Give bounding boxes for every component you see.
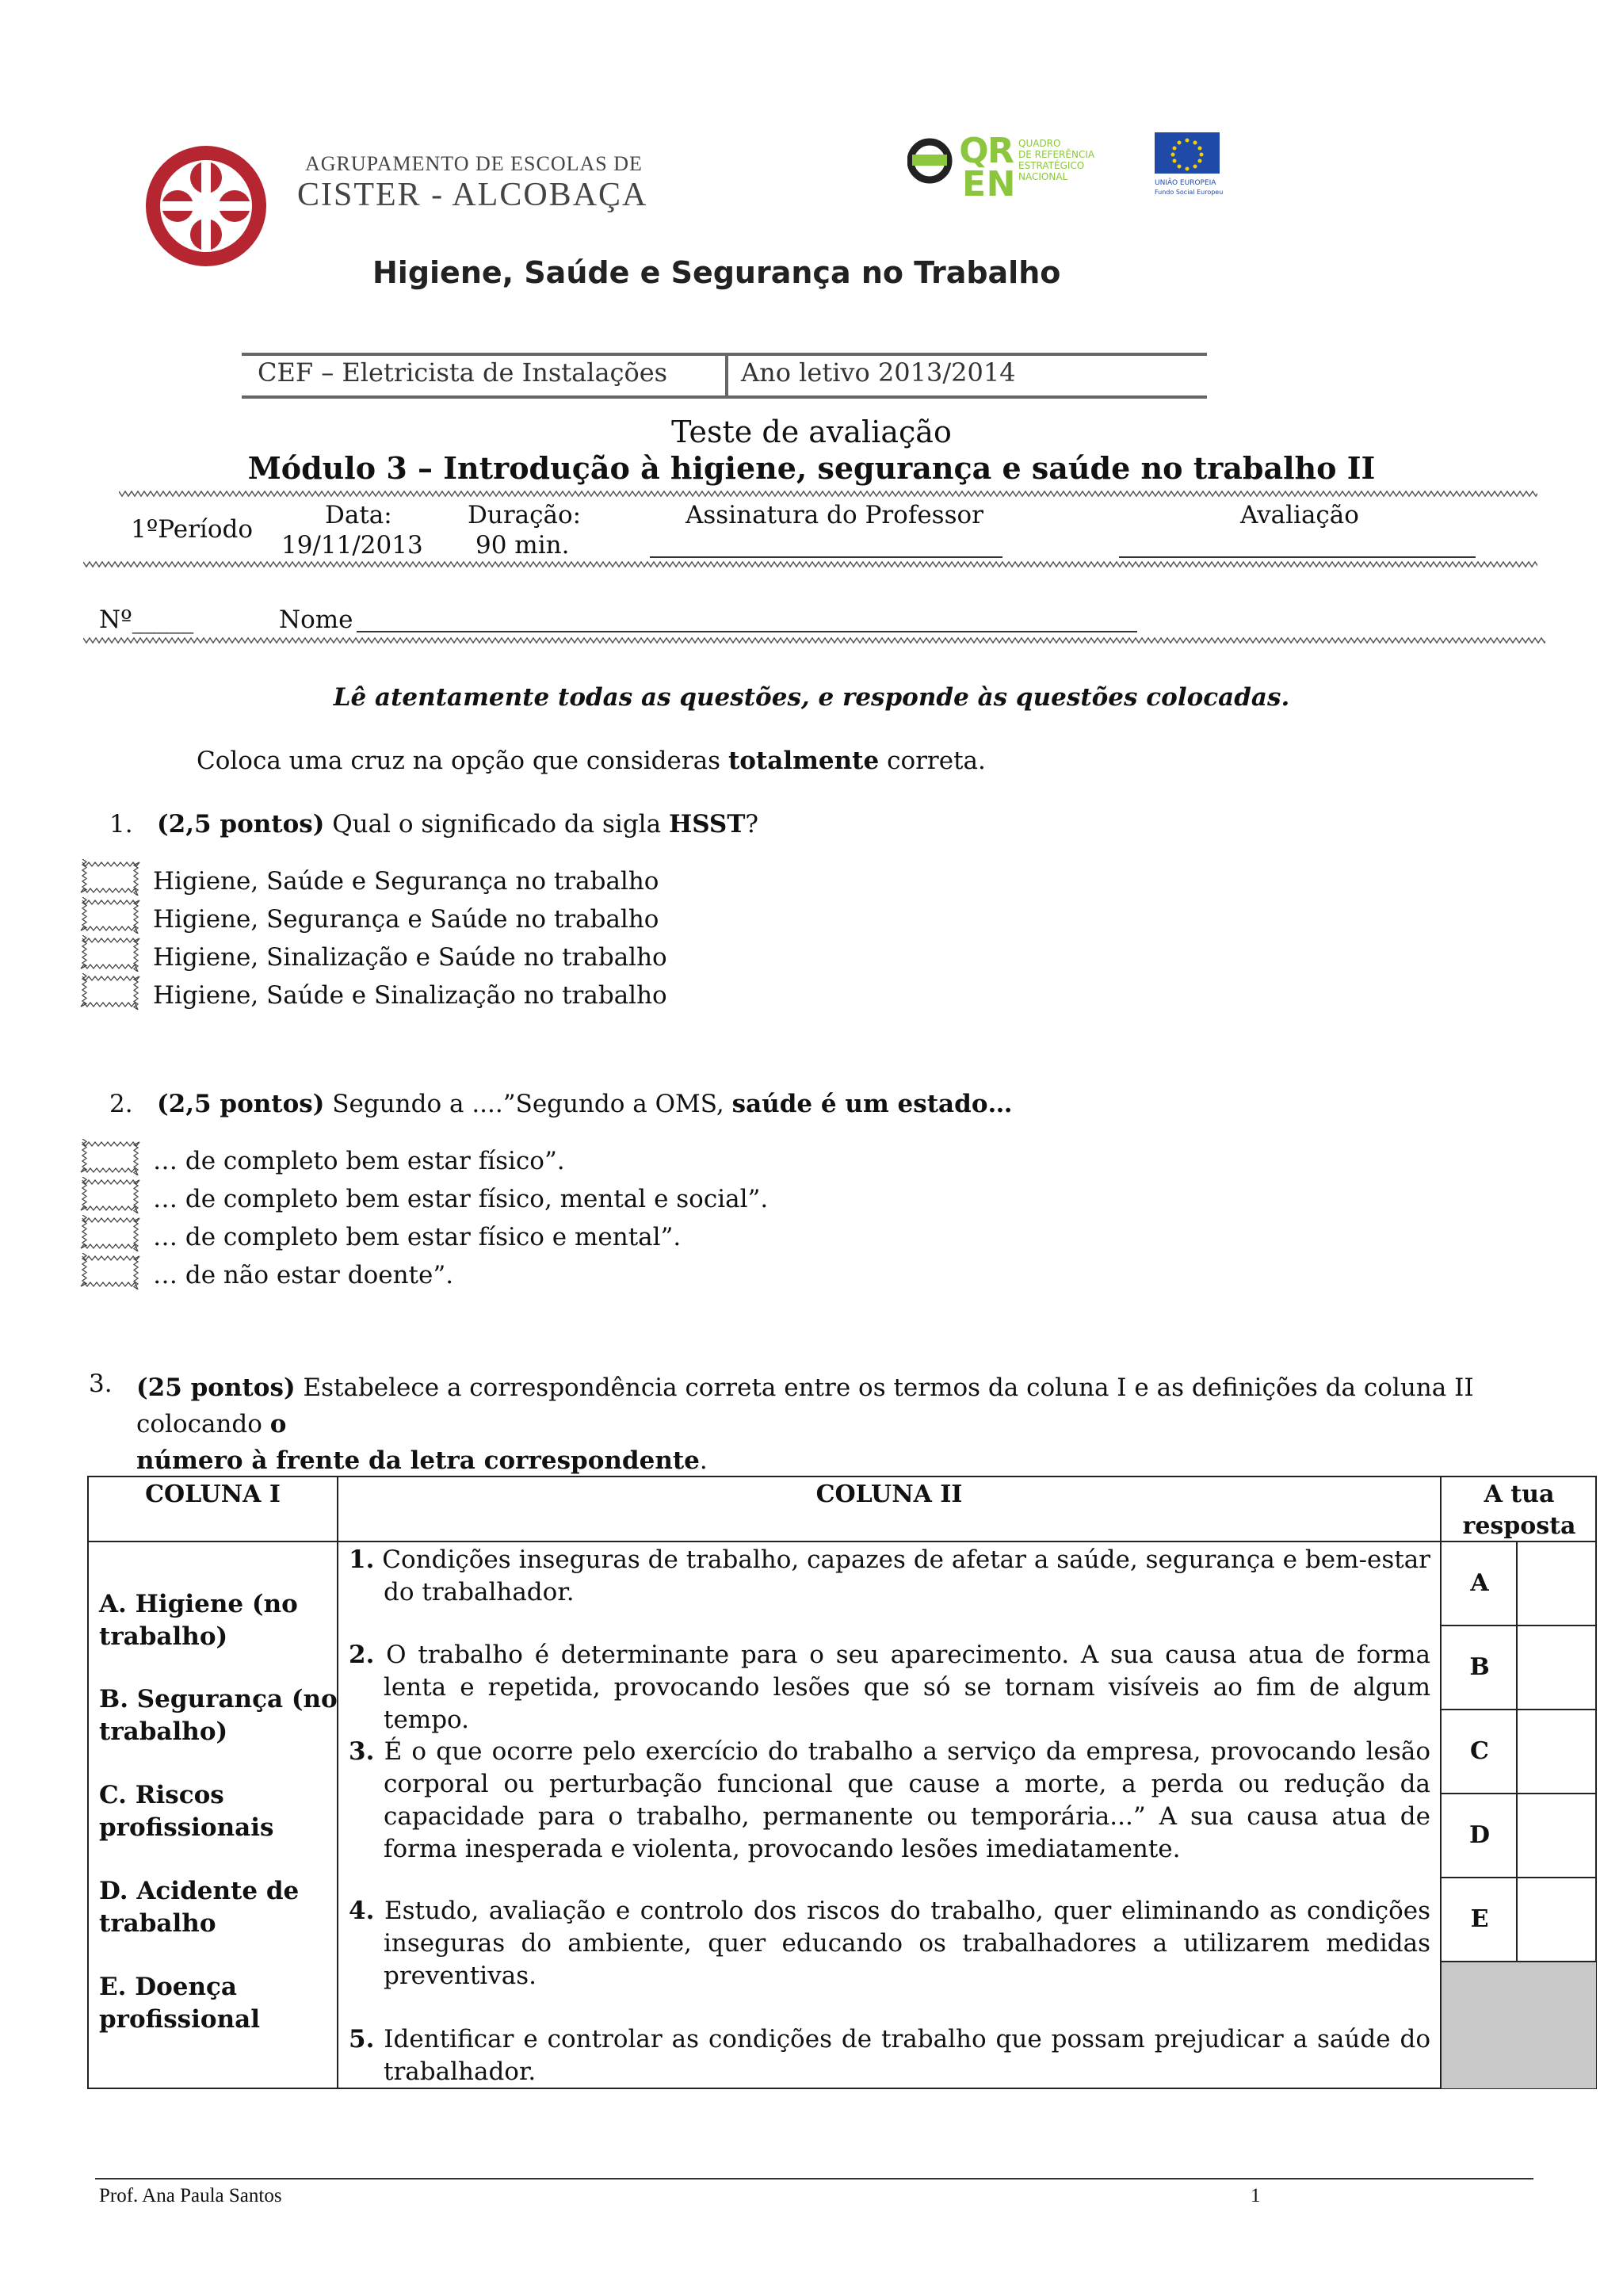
table-col-divider-1: [337, 1476, 338, 2089]
course-divider: [725, 353, 728, 395]
q1-option-2: Higiene, Segurança e Saúde no trabalho: [153, 905, 659, 934]
evaluation-label: Avaliação: [1240, 501, 1359, 529]
column-1-header: COLUNA I: [145, 1480, 281, 1508]
answer-cell-c[interactable]: [1518, 1710, 1595, 1793]
term-e: E. Doença profissional: [99, 1973, 260, 2034]
checkbox-q1-opt4[interactable]: [79, 973, 141, 1010]
school-cross-logo: [143, 143, 269, 269]
zigzag-border-bottom: [83, 636, 1545, 644]
qren-eu-logo: [907, 131, 1240, 202]
answer-letter-e: E: [1470, 1905, 1489, 1933]
answer-row-line-5: [1440, 1961, 1597, 1962]
definition-2: 2. O trabalho é determinante para o seu aparecimento. A sua causa atua de forma lenta e repetida, provocando lesões que só se tornam visíveis ao fim de algum tempo.: [349, 1641, 1430, 1734]
table-col-divider-2: [1440, 1476, 1442, 2089]
course-name: CEF – Eletricista de Instalações: [258, 357, 668, 388]
q2-option-1: … de completo bem estar físico”.: [153, 1147, 565, 1175]
svg-text:N: N: [986, 164, 1016, 202]
answer-cell-e[interactable]: [1518, 1878, 1595, 1961]
checkbox-q2-opt4[interactable]: [79, 1253, 141, 1289]
question-2-text: (2,5 pontos) Segundo a ....”Segundo a OMS, saúde é um estado…: [157, 1090, 1013, 1118]
question-2-number: 2.: [109, 1090, 133, 1118]
test-title: Teste de avaliação: [671, 415, 952, 449]
term-d: D. Acidente de trabalho: [99, 1877, 300, 1938]
checkbox-q1-opt3[interactable]: [79, 935, 141, 972]
answer-cell-d[interactable]: [1518, 1794, 1595, 1877]
teacher-signature-field[interactable]: [650, 556, 1002, 558]
zigzag-border-top: [119, 490, 1537, 498]
q2-option-2: … de completo bem estar físico, mental e social”.: [153, 1185, 769, 1213]
q2-option-4: … de não estar doente”.: [153, 1261, 454, 1289]
instructions: Lê atentamente todas as questões, e responde às questões colocadas.: [333, 683, 1290, 712]
question-1-text: (2,5 pontos) Qual o significado da sigla HSST?: [157, 810, 759, 839]
school-year: Ano letivo 2013/2014: [741, 357, 1016, 388]
period-label: 1ºPeríodo: [131, 515, 254, 544]
checkbox-q1-opt1[interactable]: [79, 859, 141, 896]
checkbox-q2-opt1[interactable]: [79, 1139, 141, 1175]
eu-text-1: UNIÃO EUROPEIA: [1155, 179, 1216, 187]
term-c: C. Riscos profissionais: [99, 1781, 274, 1842]
teacher-signature-label: Assinatura do Professor: [685, 501, 983, 529]
answer-letter-d: D: [1468, 1821, 1490, 1849]
school-name-line2: CISTER - ALCOBAÇA: [297, 177, 648, 213]
qren-text-1: QUADRO: [1018, 138, 1061, 149]
cross-instruction: Coloca uma cruz na opção que consideras totalmente correta.: [197, 747, 986, 775]
eu-text-2: Fundo Social Europeu: [1155, 189, 1224, 196]
table-header-line: [87, 1541, 1597, 1542]
answer-letter-b: B: [1469, 1653, 1490, 1681]
term-a: A. Higiene (no trabalho): [99, 1590, 298, 1651]
duration-label: Duração:: [468, 501, 582, 529]
qren-text-2: DE REFERÊNCIA: [1018, 149, 1095, 160]
svg-text:R: R: [987, 131, 1014, 171]
student-name-field[interactable]: [357, 631, 1137, 632]
zigzag-border-middle: [83, 560, 1537, 568]
page-number: 1: [1251, 2185, 1261, 2206]
definition-3: 3. É o que ocorre pelo exercício do trabalho a serviço da empresa, provocando lesão corporal ou perturbação funcional que cause a morte, a perda ou redução da capacidade para o trabalho, permanente ou temporária...” A sua causa atua de forma inesperada e violenta, provocando lesões imediatamente.: [349, 1737, 1430, 1863]
answer-cell-a[interactable]: [1518, 1542, 1595, 1625]
student-number-field[interactable]: Nº_____: [99, 606, 194, 634]
module-title: Módulo 3 – Introdução à higiene, segurança e saúde no trabalho II: [247, 450, 1376, 486]
checkbox-q2-opt3[interactable]: [79, 1215, 141, 1251]
definition-4: 4. Estudo, avaliação e controlo dos riscos do trabalho, quer eliminando as condições inseguras do ambiente, quer educando os trabalhadores a utilizarem medidas preventivas.: [349, 1897, 1430, 1990]
svg-text:E: E: [961, 164, 987, 202]
checkbox-q1-opt2[interactable]: [79, 897, 141, 934]
answer-letter-a: A: [1470, 1569, 1489, 1597]
definition-5: 5. Identificar e controlar as condições de trabalho que possam prejudicar a saúde do trabalhador.: [349, 2025, 1430, 2086]
term-b: B. Segurança (no trabalho): [99, 1685, 338, 1746]
column-3-header: A tua resposta: [1462, 1480, 1576, 1540]
student-name-label: Nome: [279, 606, 353, 634]
duration-value: 90 min.: [475, 531, 570, 560]
answer-letter-c: C: [1470, 1737, 1489, 1765]
question-3-number: 3.: [89, 1370, 113, 1398]
school-name-line1: AGRUPAMENTO DE ESCOLAS DE: [305, 152, 643, 175]
subject-title: Higiene, Saúde e Segurança no Trabalho: [372, 255, 1061, 290]
table-shaded-cell: [1441, 1961, 1596, 2088]
q1-option-4: Higiene, Saúde e Sinalização no trabalho: [153, 981, 667, 1010]
qren-text-4: NACIONAL: [1018, 171, 1068, 182]
evaluation-field[interactable]: [1119, 556, 1476, 558]
definition-1: 1. Condições inseguras de trabalho, capazes de afetar a saúde, segurança e bem-estar do trabalhador.: [349, 1545, 1430, 1606]
footer-divider: [95, 2178, 1533, 2179]
qren-text-3: ESTRATÉGICO: [1018, 160, 1085, 171]
q1-option-1: Higiene, Saúde e Segurança no trabalho: [153, 867, 659, 896]
checkbox-q2-opt2[interactable]: [79, 1177, 141, 1213]
svg-text:Q: Q: [959, 131, 989, 171]
column-2-header: COLUNA II: [815, 1480, 963, 1508]
q1-option-3: Higiene, Sinalização e Saúde no trabalho: [153, 943, 667, 972]
q2-option-3: … de completo bem estar físico e mental”.: [153, 1223, 682, 1251]
question-1-number: 1.: [109, 810, 133, 839]
date-label: Data:: [325, 501, 392, 529]
question-3-text: (25 pontos) Estabelece a correspondência correta entre os termos da coluna I e as definições da coluna II colocando o número à frente da letra correspondente.: [136, 1373, 1474, 1475]
footer-author: Prof. Ana Paula Santos: [99, 2185, 282, 2206]
date-value: 19/11/2013: [281, 531, 423, 560]
answer-cell-b[interactable]: [1518, 1626, 1595, 1709]
